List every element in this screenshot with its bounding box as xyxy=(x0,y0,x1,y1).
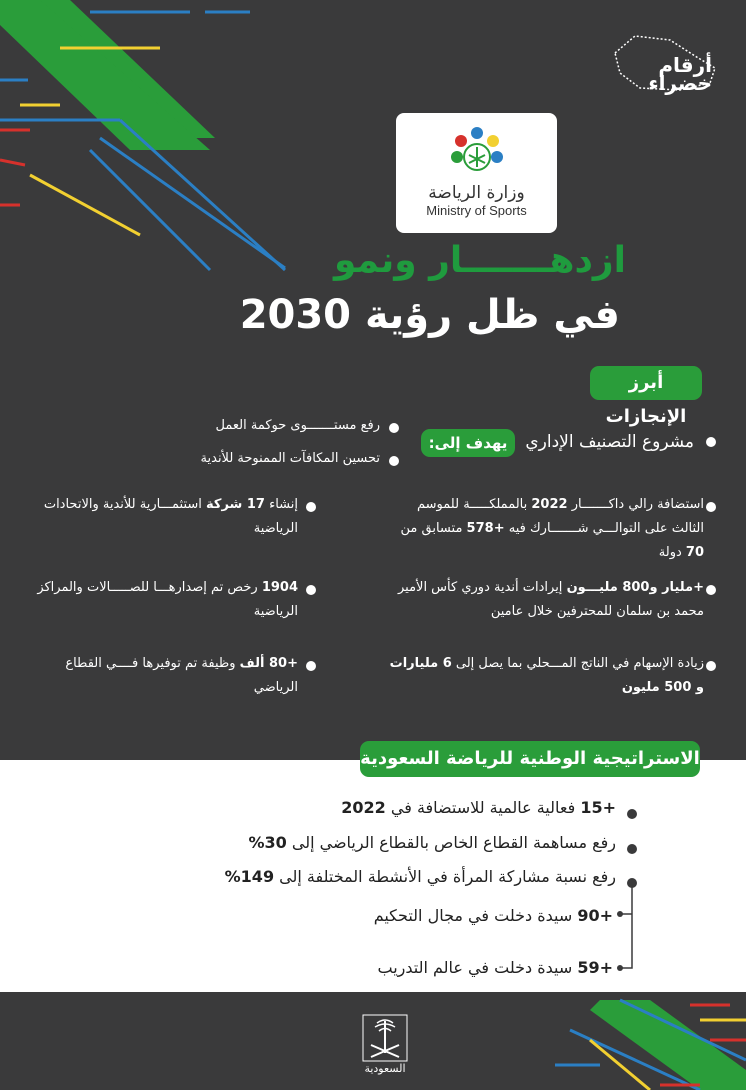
strategy-heading: الاستراتيجية الوطنية للرياضة السعودية xyxy=(360,741,700,777)
ministry-logo xyxy=(396,113,557,233)
achievement-item: 1904 رخص تم إصدارهـــا للصـــــالات والمراكز الرياضية xyxy=(37,580,298,619)
achievement-item: استضافة رالي داكـــــــار 2022 بالمملكـــــة للموسم الثالث على التوالـــي شـــــــارك فيه +578 متسابق من 70 دولة xyxy=(400,497,704,560)
achievement-item: +80 ألف وظيفة تم توفيرها فــــي القطاع الرياضي xyxy=(65,656,298,695)
green-stripe xyxy=(0,0,215,138)
brand-name: أرقام خضراء xyxy=(648,53,712,95)
bullet xyxy=(389,423,399,433)
ministry-name-en: Ministry of Sports xyxy=(426,203,527,218)
achievement-item: +مليار و800 مليـــون إيرادات أندية دوري كأس الأمير محمد بن سلمان للمحترفين خلال عامين xyxy=(397,580,704,619)
blue-line xyxy=(90,150,210,270)
brand-logo xyxy=(600,28,730,98)
bullet xyxy=(306,585,316,595)
green-band xyxy=(590,1000,746,1090)
strategy-sub-item: +59 سيدة دخلت في عالم التدريب xyxy=(377,958,613,977)
strategy-sub-item: +90 سيدة دخلت في مجال التحكيم xyxy=(373,906,613,925)
footer-label: السعودية xyxy=(364,1062,406,1075)
aims-label: يهدف إلى: xyxy=(421,429,515,457)
bullet xyxy=(389,456,399,466)
strategy-item: رفع نسبة مشاركة المرأة في الأنشطة المختلفة إلى 149% xyxy=(224,867,616,886)
bullet xyxy=(627,809,637,819)
yellow-line xyxy=(30,175,140,235)
ministry-name-ar: وزارة الرياضة xyxy=(428,183,525,203)
bullet xyxy=(627,844,637,854)
blue-line xyxy=(570,1030,700,1090)
headline-line2: في ظل رؤية 2030 xyxy=(239,292,620,338)
achievements-heading: أبرز الإنجازات xyxy=(590,366,702,400)
blue-line xyxy=(120,120,285,270)
headline-line1: ازدهـــــــار ونمو xyxy=(333,240,626,281)
blue-line xyxy=(100,138,285,268)
red-line xyxy=(0,160,25,165)
strategy-item: رفع مساهمة القطاع الخاص بالقطاع الرياضي إلى 30% xyxy=(248,833,616,852)
achievement-project: مشروع التصنيف الإداري xyxy=(525,432,694,452)
achievement-item: زيادة الإسهام في الناتج المـــحلي بما يصل إلى 6 مليارات و 500 مليون xyxy=(389,656,704,695)
blue-line xyxy=(620,1000,746,1060)
achievement-item: إنشاء 17 شركة استثمـــارية للأندية والاتحادات الرياضية xyxy=(43,497,298,536)
aim-item: رفع مستـــــــوى حوكمة العمل xyxy=(215,418,380,433)
bullet xyxy=(306,502,316,512)
strategy-item: +15 فعالية عالمية للاستضافة في 2022 xyxy=(341,798,616,817)
bullet xyxy=(706,437,716,447)
bullet xyxy=(706,502,716,512)
bullet xyxy=(306,661,316,671)
bullet xyxy=(706,585,716,595)
yellow-line xyxy=(590,1040,650,1090)
bullet xyxy=(706,661,716,671)
aim-item: تحسين المكافآت الممنوحة للأندية xyxy=(200,451,380,466)
ministry-emblem-icon xyxy=(445,125,509,181)
green-band xyxy=(0,0,210,150)
